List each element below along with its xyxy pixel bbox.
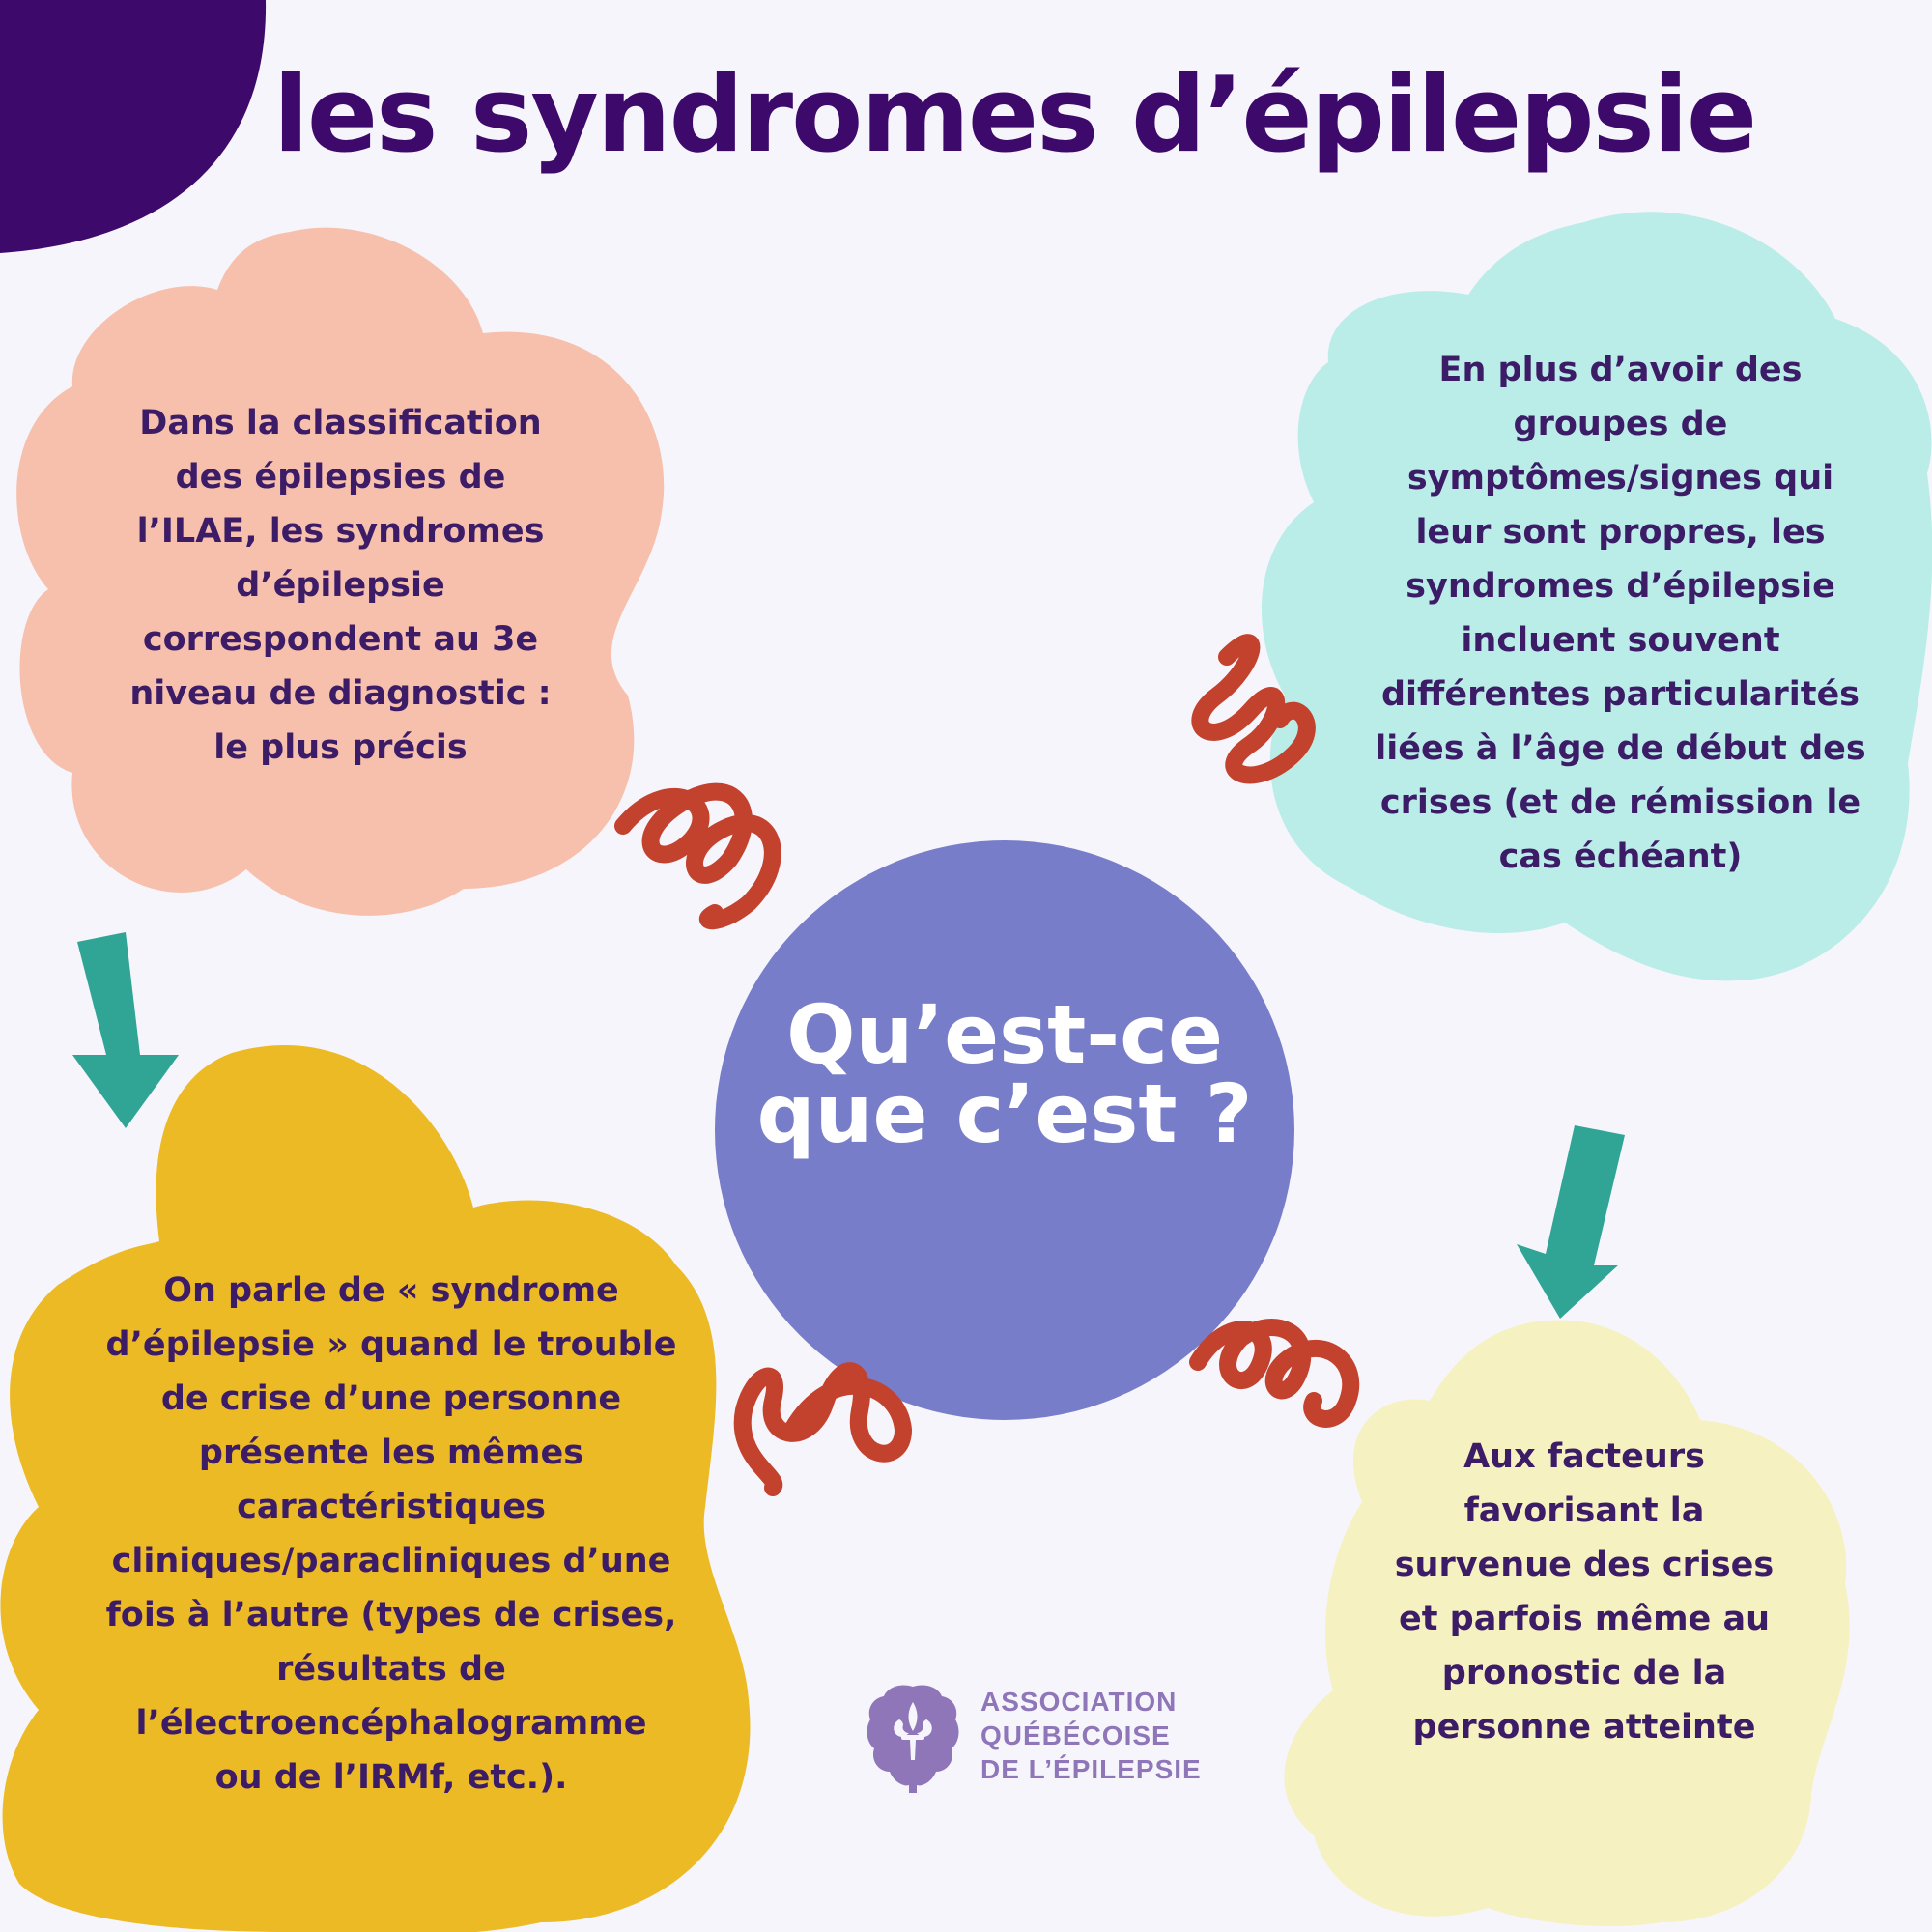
text-line: symptômes/signes qui [1406, 459, 1834, 497]
center-question [715, 987, 1294, 1161]
logo-wordmark [980, 1685, 1202, 1786]
text-top-left [92, 396, 589, 775]
squiggle-bottom-left [743, 1371, 903, 1488]
arrow-down-right-icon [1517, 1125, 1625, 1319]
text-line: caractéristiques [237, 1488, 546, 1526]
text-line: Aux facteurs [1463, 1437, 1705, 1476]
text-line: et parfois même au [1398, 1600, 1770, 1638]
logo-line: QUÉBÉCOISE [980, 1720, 1171, 1750]
text-line: personne atteinte [1412, 1708, 1756, 1747]
squiggle-top-left [623, 792, 773, 922]
text-line: le plus précis [213, 728, 468, 767]
text-line: incluent souvent [1461, 621, 1780, 660]
text-bottom-left [72, 1264, 710, 1804]
text-line: liées à l’âge de début des [1375, 729, 1866, 768]
text-line: cas échéant) [1498, 838, 1743, 876]
text-line: des épilepsies de [175, 458, 506, 497]
text-line: syndromes d’épilepsie [1406, 567, 1835, 606]
arrow-down-left-icon [72, 932, 179, 1128]
text-line: ou de l’IRMf, etc.). [214, 1758, 568, 1797]
text-top-right [1348, 343, 1893, 884]
text-line: groupes de [1513, 405, 1728, 443]
text-line: différentes particularités [1380, 675, 1861, 714]
page-title: les syndromes d’épilepsie [272, 55, 1756, 176]
text-line: favorisant la [1463, 1492, 1705, 1530]
text-line: On parle de « syndrome [163, 1271, 619, 1310]
text-line: fois à l’autre (types de crises, [105, 1596, 677, 1634]
text-line: survenue des crises [1394, 1546, 1775, 1584]
logo-line: DE L’ÉPILEPSIE [980, 1754, 1202, 1784]
text-line: pronostic de la [1441, 1654, 1727, 1692]
text-line: résultats de [276, 1650, 506, 1689]
text-line: l’ILAE, les syndromes [136, 512, 545, 551]
text-line: l’électroencéphalogramme [135, 1704, 647, 1743]
text-line: leur sont propres, les [1415, 513, 1826, 552]
text-line: présente les mêmes [198, 1434, 584, 1472]
text-line: crises (et de rémission le [1379, 783, 1861, 822]
text-line: En plus d’avoir des [1438, 351, 1803, 389]
center-line-2: que c’est ? [756, 1066, 1253, 1161]
squiggle-bottom-right [1198, 1327, 1350, 1419]
text-line: d’épilepsie [236, 566, 445, 605]
brain-fleur-de-lis-icon [865, 1681, 961, 1795]
text-line: cliniques/paracliniques d’une [111, 1542, 671, 1580]
text-line: Dans la classification [139, 404, 542, 442]
text-line: correspondent au 3e [142, 620, 539, 659]
logo-line: ASSOCIATION [980, 1687, 1178, 1717]
text-bottom-right [1352, 1430, 1816, 1754]
center-line-1: Qu’est-ce [786, 987, 1223, 1082]
text-line: d’épilepsie » quand le trouble [105, 1325, 677, 1364]
text-line: niveau de diagnostic : [129, 674, 552, 713]
text-line: de crise d’une personne [160, 1379, 622, 1418]
